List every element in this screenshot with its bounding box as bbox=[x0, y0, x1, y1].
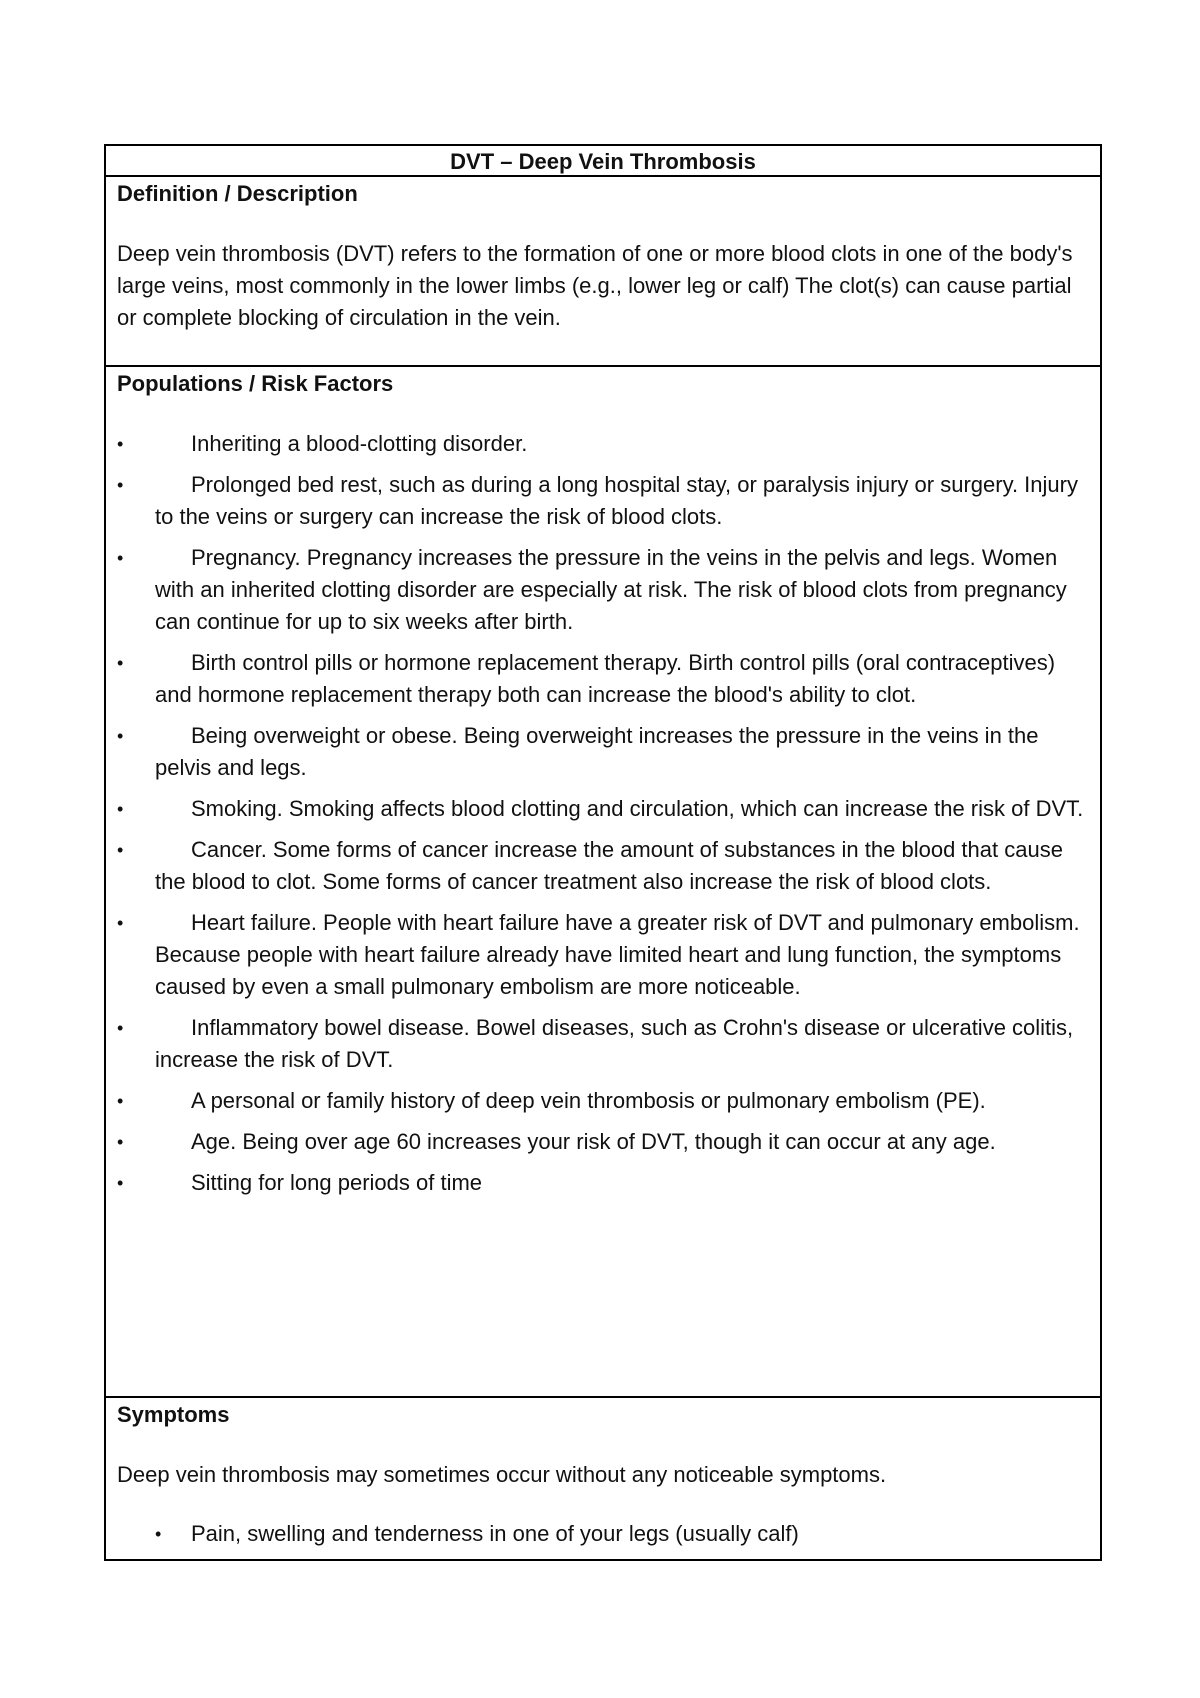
bullet-icon: • bbox=[155, 1524, 162, 1544]
list-item bbox=[117, 469, 1090, 533]
bullet-icon: • bbox=[117, 913, 124, 933]
risk-factor-text: Pregnancy. Pregnancy increases the pressure in the veins in the pelvis and legs. Women with an inherited clotting disorder are especially at risk. The risk of blood clots from pregnancy can continue for up to six weeks after birth. bbox=[155, 545, 1067, 634]
symptoms-intro: Deep vein thrombosis may sometimes occur without any noticeable symptoms. bbox=[117, 1462, 887, 1487]
symptoms-list bbox=[117, 1518, 1090, 1550]
bullet-icon: • bbox=[117, 1018, 124, 1038]
list-item bbox=[117, 1518, 1090, 1550]
bullet-icon: • bbox=[117, 475, 124, 495]
list-item bbox=[117, 1012, 1090, 1076]
risk-factor-text: Smoking. Smoking affects blood clotting and circulation, which can increase the risk of DVT. bbox=[191, 796, 1084, 821]
list-item bbox=[117, 542, 1090, 638]
risk-factor-text: Inflammatory bowel disease. Bowel diseases, such as Crohn's disease or ulcerative colitis, increase the risk of DVT. bbox=[155, 1015, 1074, 1072]
symptoms-heading: Symptoms bbox=[117, 1402, 230, 1427]
bullet-icon: • bbox=[117, 434, 124, 454]
bullet-icon: • bbox=[117, 548, 124, 568]
list-item bbox=[117, 793, 1090, 825]
risk-factor-text: Sitting for long periods of time bbox=[191, 1170, 483, 1195]
risk-factors-section bbox=[106, 367, 1100, 1398]
risk-factor-text: Cancer. Some forms of cancer increase the amount of substances in the blood that cause the blood to clot. Some forms of cancer treatment also increase the risk of blood clots. bbox=[155, 837, 1063, 894]
risk-factor-text: A personal or family history of deep vein thrombosis or pulmonary embolism (PE). bbox=[191, 1088, 986, 1113]
bullet-icon: • bbox=[117, 1173, 124, 1193]
risk-factor-text: Age. Being over age 60 increases your risk of DVT, though it can occur at any age. bbox=[191, 1129, 996, 1154]
document-title: DVT – Deep Vein Thrombosis bbox=[106, 146, 1100, 177]
bullet-icon: • bbox=[117, 799, 124, 819]
risk-factor-text: Heart failure. People with heart failure have a greater risk of DVT and pulmonary embolism. Because people with heart failure already have limited heart and lung function, the symptoms caused by even a small pulmonary embolism are more noticeable. bbox=[155, 910, 1080, 999]
list-item bbox=[117, 1126, 1090, 1158]
risk-factors-heading: Populations / Risk Factors bbox=[117, 371, 394, 396]
symptom-text: Pain, swelling and tenderness in one of your legs (usually calf) bbox=[191, 1521, 799, 1546]
list-item bbox=[117, 647, 1090, 711]
definition-section bbox=[106, 177, 1100, 367]
list-item bbox=[117, 1167, 1090, 1199]
risk-factor-text: Birth control pills or hormone replacement therapy. Birth control pills (oral contraceptives) and hormone replacement therapy both can increase the blood's ability to clot. bbox=[155, 650, 1056, 707]
risk-factor-text: Prolonged bed rest, such as during a long hospital stay, or paralysis injury or surgery. Injury to the veins or surgery can increase the risk of blood clots. bbox=[155, 472, 1078, 529]
risk-factors-list bbox=[117, 428, 1090, 1199]
list-item bbox=[117, 907, 1090, 1003]
bullet-icon: • bbox=[117, 1091, 124, 1111]
list-item bbox=[117, 834, 1090, 898]
definition-text: Deep vein thrombosis (DVT) refers to the formation of one or more blood clots in one of the body's large veins, most commonly in the lower limbs (e.g., lower leg or calf) The clot(s) can cause partial or complete blocking of circulation in the vein. bbox=[117, 241, 1073, 330]
dvt-info-table bbox=[104, 144, 1102, 1561]
list-item bbox=[117, 720, 1090, 784]
bullet-icon: • bbox=[117, 1132, 124, 1152]
list-item bbox=[117, 1085, 1090, 1117]
definition-heading: Definition / Description bbox=[117, 181, 358, 206]
list-item bbox=[117, 428, 1090, 460]
risk-factor-text: Being overweight or obese. Being overweight increases the pressure in the veins in the pelvis and legs. bbox=[155, 723, 1039, 780]
risk-factor-text: Inheriting a blood-clotting disorder. bbox=[191, 431, 528, 456]
symptoms-section bbox=[106, 1398, 1100, 1559]
bullet-icon: • bbox=[117, 726, 124, 746]
bullet-icon: • bbox=[117, 653, 124, 673]
bullet-icon: • bbox=[117, 840, 124, 860]
